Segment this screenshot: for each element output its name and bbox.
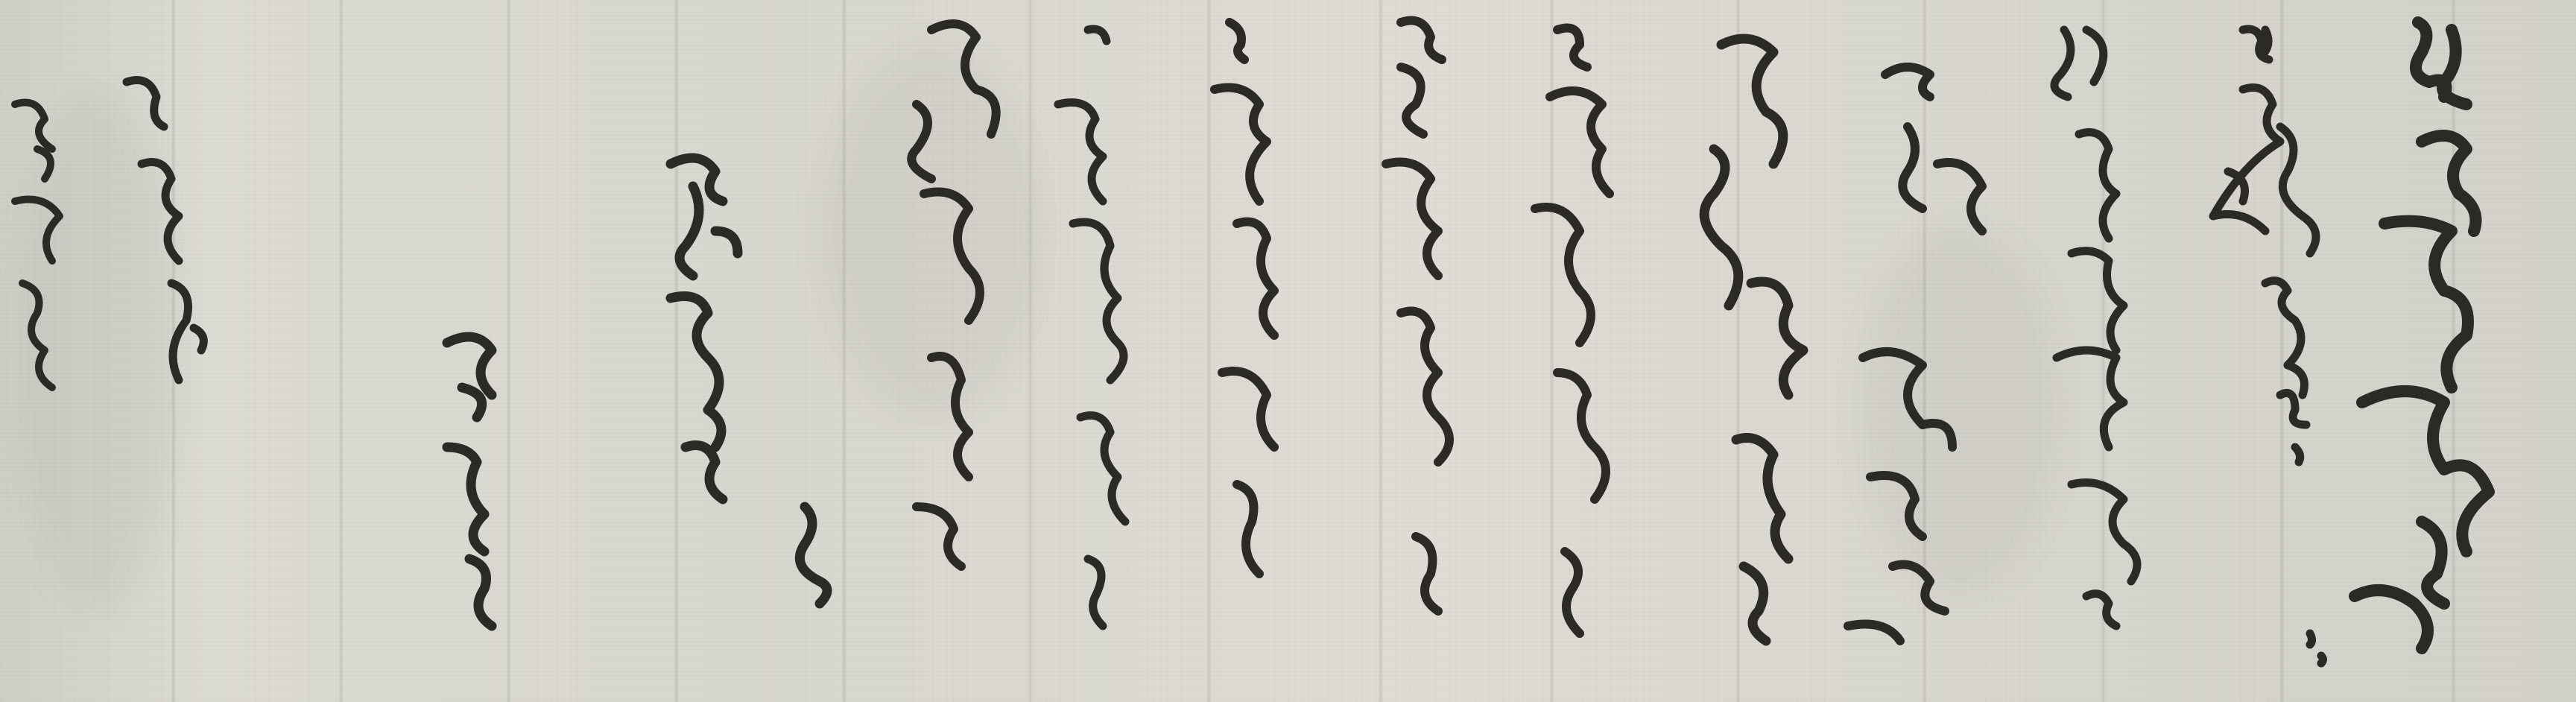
ink-column-2 bbox=[2213, 29, 2323, 663]
ink-column-10 bbox=[911, 24, 996, 566]
ink-column-13 bbox=[127, 80, 203, 381]
ink-column-11 bbox=[671, 158, 827, 604]
ink-column-1 bbox=[2355, 22, 2489, 648]
ink-column-6 bbox=[1535, 28, 1610, 634]
ink-column-5 bbox=[1704, 39, 1803, 641]
ink-column-9 bbox=[1058, 29, 1125, 626]
ink-column-3 bbox=[2054, 30, 2137, 626]
ink-column-12 bbox=[447, 337, 492, 626]
ink-column-4 bbox=[1848, 67, 1982, 641]
ink-column-14 bbox=[15, 103, 60, 388]
ink-column-7 bbox=[1386, 21, 1449, 612]
ink-column-8 bbox=[1215, 22, 1274, 574]
